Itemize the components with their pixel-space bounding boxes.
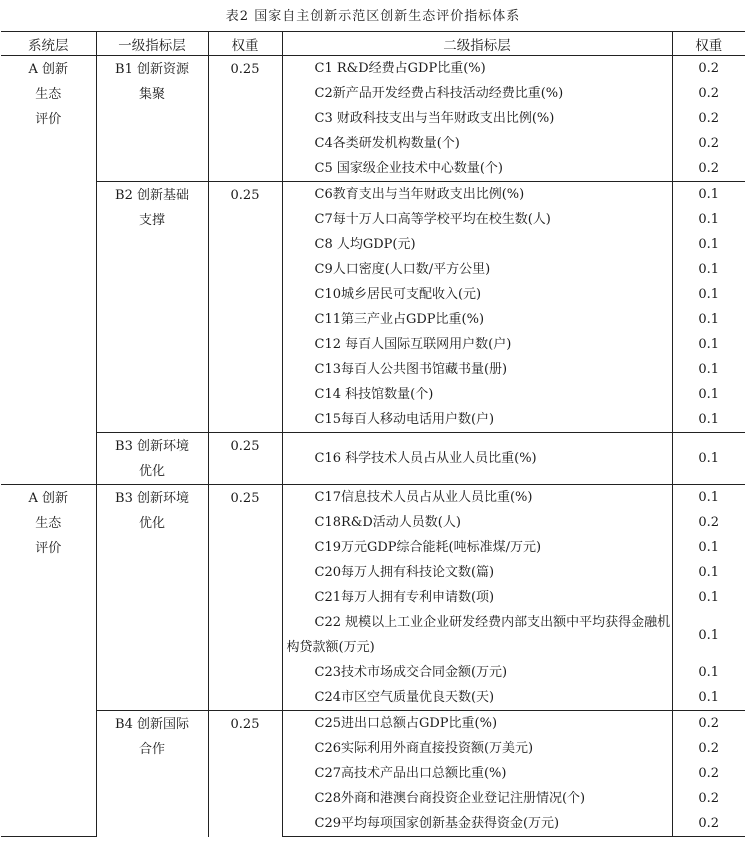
level1-indicator-label: [97, 182, 208, 233]
level2-indicator: C13每百人公共图书馆藏书量(册): [282, 357, 672, 382]
level1-indicator-line: B4 创新国际: [115, 717, 189, 732]
level2-indicator: C1 R&D经费占GDP比重(%): [282, 56, 672, 82]
level2-weight: 0.2: [672, 56, 745, 82]
level1-weight-cell: [208, 56, 282, 182]
level1-indicator-label: [97, 711, 208, 762]
level2-weight: 0.2: [672, 761, 745, 786]
level2-indicator: C29平均每项国家创新基金获得资金(万元): [282, 811, 672, 837]
level2-weight: 0.2: [672, 131, 745, 156]
level2-weight: 0.1: [672, 560, 745, 585]
level1-weight: 0.25: [230, 188, 260, 203]
header-level2-weight: 权重: [672, 32, 745, 56]
system-layer-line: 生态: [35, 516, 62, 531]
level2-weight: 0.2: [672, 106, 745, 131]
level2-weight: 0.1: [672, 332, 745, 357]
level2-indicator: C19万元GDP综合能耗(吨标准煤/万元): [282, 535, 672, 560]
system-layer-cell: [1, 56, 96, 485]
level2-indicator: C11第三产业占GDP比重(%): [282, 307, 672, 332]
level1-indicator-line: 优化: [138, 516, 165, 531]
level2-indicator: C3 财政科技支出与当年财政支出比例(%): [282, 106, 672, 131]
level1-weight-cell: [208, 485, 282, 711]
table-row: [1, 182, 745, 208]
level2-indicator: C2新产品开发经费占科技活动经费比重(%): [282, 81, 672, 106]
level1-indicator-line: 支撑: [138, 213, 165, 228]
level2-indicator: C22 规模以上工业企业研发经费内部支出额中平均获得金融机构贷款额(万元): [282, 610, 672, 660]
level2-weight: 0.1: [672, 660, 745, 685]
level2-indicator: C10城乡居民可支配收入(元): [282, 282, 672, 307]
level1-weight: 0.25: [230, 439, 260, 454]
level2-indicator: C14 科技馆数量(个): [282, 382, 672, 407]
level1-indicator-line: B3 创新环境: [115, 491, 189, 506]
header-level2-indicator: 二级指标层: [282, 32, 672, 56]
level2-indicator: C28外商和港澳台商投资企业登记注册情况(个): [282, 786, 672, 811]
level2-indicator: C18R&D活动人员数(人): [282, 510, 672, 535]
system-layer-line: 生态: [35, 87, 62, 102]
system-layer-line: 评价: [35, 112, 62, 127]
level2-indicator: C27高技术产品出口总额比重(%): [282, 761, 672, 786]
level1-indicator-line: 优化: [138, 464, 165, 479]
level2-weight: 0.2: [672, 736, 745, 761]
level2-weight: 0.2: [672, 811, 745, 837]
level1-weight-cell: [208, 182, 282, 433]
level2-indicator: C12 每百人国际互联网用户数(户): [282, 332, 672, 357]
level1-indicator-cell: [96, 182, 208, 433]
level1-indicator-cell: [96, 711, 208, 837]
table-row: [1, 711, 745, 737]
level2-indicator: C21每万人拥有专利申请数(项): [282, 585, 672, 610]
level1-indicator-cell: [96, 485, 208, 711]
level2-weight: 0.1: [672, 182, 745, 208]
level1-indicator-line: B2 创新基础: [115, 188, 189, 203]
level2-weight: 0.1: [672, 357, 745, 382]
level2-weight: 0.2: [672, 81, 745, 106]
level1-indicator-label: [97, 433, 208, 484]
level1-indicator-line: 合作: [138, 742, 165, 757]
level1-weight-cell: [208, 433, 282, 485]
level2-weight: 0.1: [672, 485, 745, 511]
system-layer-line: A 创新: [28, 62, 69, 77]
level2-indicator: C23技术市场成交合同金额(万元): [282, 660, 672, 685]
header-row: [1, 32, 745, 56]
level2-weight: 0.1: [672, 207, 745, 232]
level1-weight: 0.25: [230, 717, 260, 732]
level2-indicator: C25进出口总额占GDP比重(%): [282, 711, 672, 737]
table-body: [1, 56, 745, 837]
level2-weight: 0.1: [672, 585, 745, 610]
indicator-table: [1, 31, 745, 837]
level2-weight: 0.2: [672, 786, 745, 811]
level1-weight-cell: [208, 711, 282, 837]
level1-weight: 0.25: [230, 62, 260, 77]
system-layer-cell: [1, 485, 96, 837]
level2-weight: 0.2: [672, 711, 745, 737]
system-layer-line: 评价: [35, 541, 62, 556]
level2-indicator: C5 国家级企业技术中心数量(个): [282, 156, 672, 182]
header-level1-weight: 权重: [208, 32, 282, 56]
level2-weight: 0.1: [672, 407, 745, 433]
level2-indicator: C4各类研发机构数量(个): [282, 131, 672, 156]
table-row: [1, 433, 745, 485]
level2-weight: 0.1: [672, 307, 745, 332]
header-level1-indicator: 一级指标层: [96, 32, 208, 56]
level1-indicator-line: 集聚: [138, 87, 165, 102]
level1-indicator-line: B1 创新资源: [115, 62, 189, 77]
level1-indicator-cell: [96, 433, 208, 485]
level2-weight: 0.1: [672, 257, 745, 282]
level1-indicator-label: [97, 485, 208, 536]
level1-indicator-label: [97, 56, 208, 107]
level2-indicator: C8 人均GDP(元): [282, 232, 672, 257]
level1-indicator-cell: [96, 56, 208, 182]
level2-indicator: C26实际利用外商直接投资额(万美元): [282, 736, 672, 761]
system-layer-line: A 创新: [28, 491, 69, 506]
level2-weight: 0.1: [672, 685, 745, 711]
level2-indicator: C15每百人移动电话用户数(户): [282, 407, 672, 433]
level2-indicator: C17信息技术人员占从业人员比重(%): [282, 485, 672, 511]
level2-indicator: C9人口密度(人口数/平方公里): [282, 257, 672, 282]
level2-indicator: C20每万人拥有科技论文数(篇): [282, 560, 672, 585]
level2-weight: 0.1: [672, 382, 745, 407]
table-row: [1, 485, 745, 511]
level1-weight: 0.25: [230, 491, 260, 506]
level2-indicator: C7每十万人口高等学校平均在校生数(人): [282, 207, 672, 232]
level2-weight: 0.2: [672, 156, 745, 182]
system-layer-label: [1, 56, 96, 132]
level2-weight: 0.1: [672, 433, 745, 485]
level2-indicator: C24市区空气质量优良天数(天): [282, 685, 672, 711]
table-row: [1, 56, 745, 82]
level2-weight: 0.1: [672, 535, 745, 560]
table-title: 表2 国家自主创新示范区创新生态评价指标体系: [225, 9, 521, 24]
level2-weight: 0.2: [672, 510, 745, 535]
level2-weight: 0.1: [672, 610, 745, 660]
level2-weight: 0.1: [672, 282, 745, 307]
system-layer-label: [1, 485, 96, 561]
level1-indicator-line: B3 创新环境: [115, 439, 189, 454]
header-system-layer: 系统层: [1, 32, 96, 56]
level2-weight: 0.1: [672, 232, 745, 257]
level2-indicator: C16 科学技术人员占从业人员比重(%): [282, 433, 672, 485]
level2-indicator: C6教育支出与当年财政支出比例(%): [282, 182, 672, 208]
